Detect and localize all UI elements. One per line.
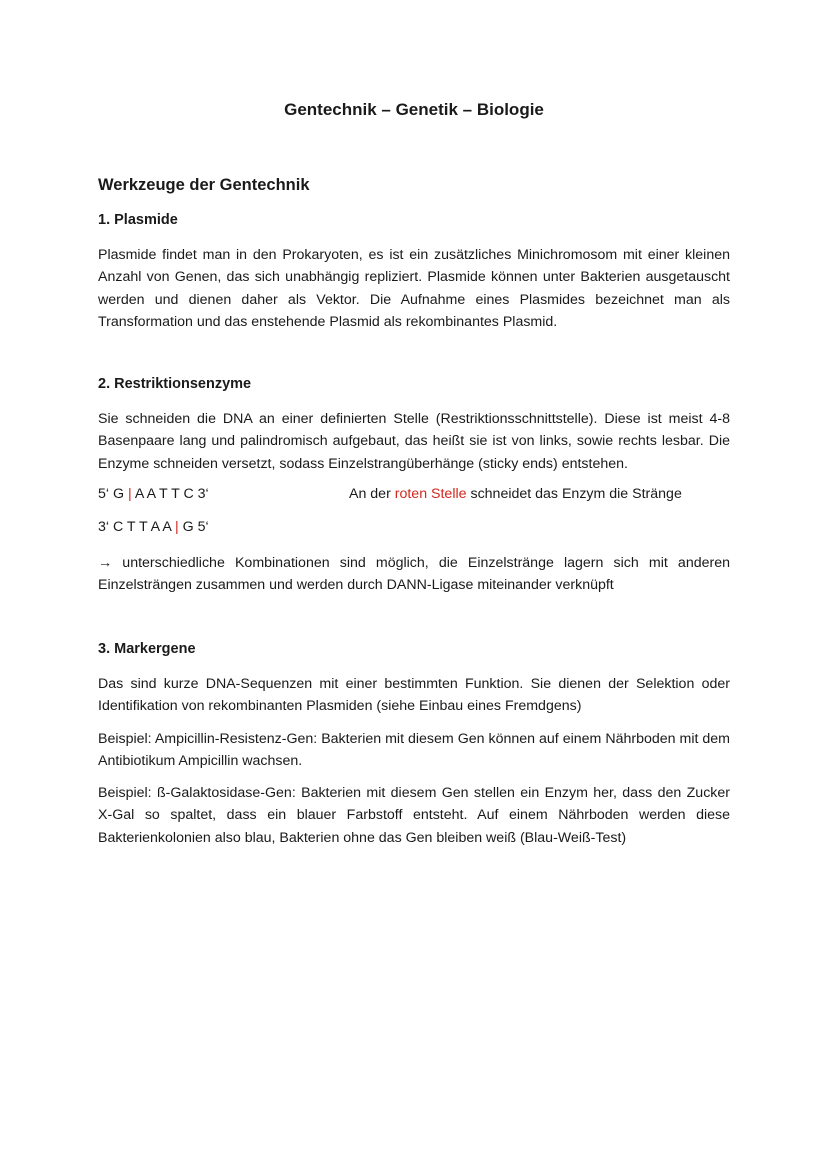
paragraph-ampicillin-example: Beispiel: Ampicillin-Resistenz-Gen: Bakterien mit diesem Gen können auf einem Nährboden mit dem Antibiotikum Ampicillin wachsen.: [98, 731, 730, 770]
section-heading-markergene: 3. Markergene: [98, 641, 196, 657]
cut-marker: |: [175, 519, 179, 535]
note-text: schneidet das Enzym die Stränge: [466, 486, 682, 502]
sequence-part: 3‘ C T T A A: [98, 519, 176, 535]
sequence-part: A A T T C 3‘: [131, 486, 209, 502]
note-highlight: roten Stelle: [394, 486, 467, 502]
paragraph-conclusion: → unterschiedliche Kombinationen sind möglich, die Einzelstränge lagern sich mit anderen Einzelsträngen zusammen und werden durch DANN-Ligase miteinander verknüpft: [98, 555, 730, 594]
paragraph-restriktionsenzyme: Sie schneiden die DNA an einer definierten Stelle (Restriktionsschnittstelle). Diese ist meist 4-8 Basenpaare lang und palindromisch aufgebaut, das heißt sie ist von links, sowie rechts lesbar. Die Enzyme schneiden versetzt, sodass Einzelstrangüberhänge (sticky ends) entstehen.: [98, 411, 730, 472]
paragraph-galaktosidase-example: Beispiel: ß-Galaktosidase-Gen: Bakterien mit diesem Gen stellen ein Enzym her, dass den Zucker X-Gal so spaltet, dass ein blauer Farbstoff entsteht. Auf einem Nährboden werden diese Bakterienkolonien also blau, Bakterien ohne das Gen bleiben weiß (Blau-Weiß-Test): [98, 785, 730, 846]
paragraph-plasmide: Plasmide findet man in den Prokaryoten, es ist ein zusätzliches Minichromosom mit einer kleinen Anzahl von Genen, das sich unabhängig repliziert. Plasmide können unter Bakterien ausgetauscht werden und dienen daher als Vektor. Die Aufnahme eines Plasmides bezeichnet man als Transformation und das enstehende Plasmid als rekombinantes Plasmid.: [98, 247, 730, 330]
document-title: Gentechnik – Genetik – Biologie: [284, 100, 544, 119]
sequence-part: G 5‘: [178, 519, 209, 535]
cut-site-note: [349, 486, 682, 502]
section-heading-plasmide: 1. Plasmide: [98, 212, 178, 228]
sequence-line-5prime: [98, 486, 209, 502]
section-heading-restriktionsenzyme: 2. Restriktionsenzyme: [98, 376, 252, 392]
cut-marker: |: [127, 486, 132, 502]
note-text: An der: [349, 486, 395, 502]
paragraph-markergene-intro: Das sind kurze DNA-Sequenzen mit einer bestimmten Funktion. Sie dienen der Selektion oder Identifikation von rekombinanten Plasmiden (siehe Einbau eines Fremdgens): [98, 676, 730, 715]
sequence-part: 5‘ G: [98, 486, 128, 502]
main-heading: Werkzeuge der Gentechnik: [98, 176, 310, 194]
sequence-line-3prime: [98, 519, 209, 535]
